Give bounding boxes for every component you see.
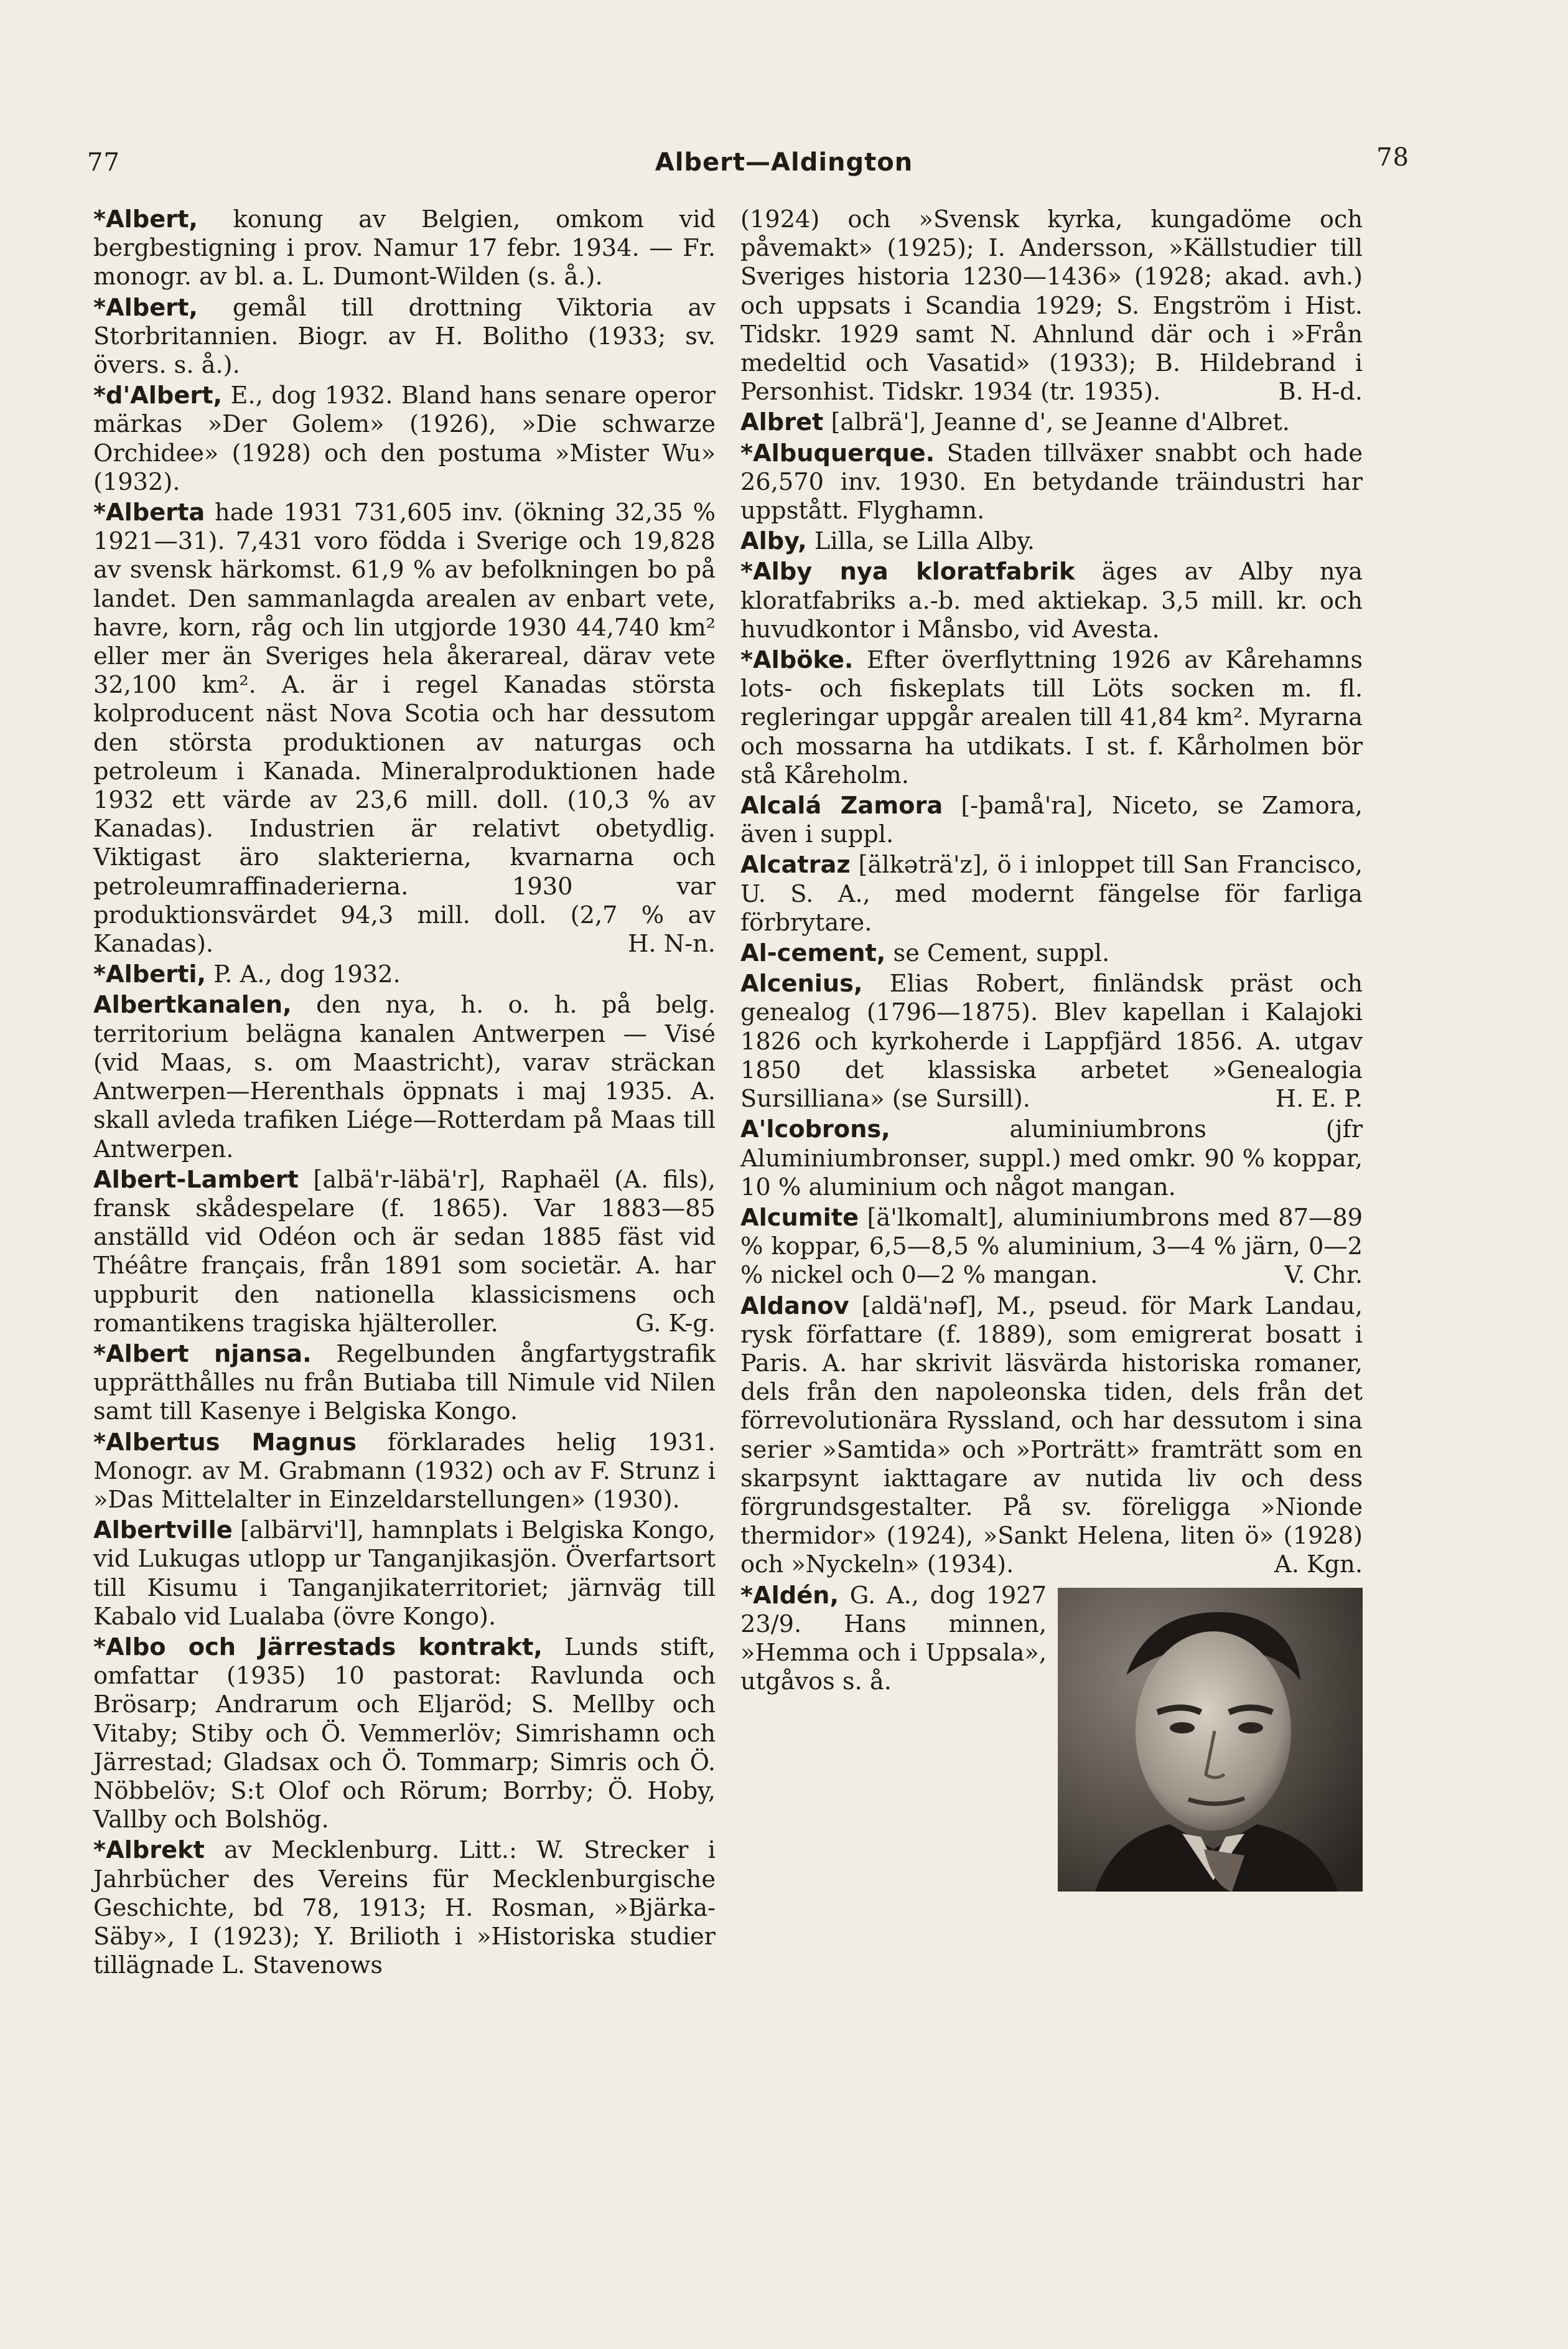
page-number-right: 78 [1376,143,1409,172]
entry [93,1633,716,1834]
headword: Alcumite [740,1203,859,1232]
entry [740,1582,1363,1697]
entry-text: [albärvi'l], hamnplats i Belgiska Kongo, vid Lukugas utlopp ur Tanganjikasjön. Överfartsort till Kisumu i Tanganjikaterritoriet; järnväg till Kabalo vid Lualaba (övre Kongo). [93,1516,716,1631]
entry-text: äges av Alby nya kloratfabriks a.-b. med aktiekap. 3,5 mill. kr. och huvudkontor i Månsbo, vid Avesta. [740,558,1363,644]
headword: *Albert, [93,293,198,322]
headword: Alcalá Zamora [740,792,943,820]
entry-text: Lunds stift, omfattar (1935) 10 pastorat: Ravlunda och Brösarp; Andrarum och Eljaröd; S. Mellby och Vitaby; Stiby och Ö. Vemmerlöv; Simrishamn och Järrestad; Gladsax och Ö. Tommarp; Simris och Ö. Nöbbelöv; S:t Olof och Rörum; Borrby; Ö. Hoby, Vallby och Bolshög. [93,1633,716,1834]
headword: *Alby nya kloratfabrik [740,558,1075,586]
page-number-left: 77 [87,148,120,177]
headword: *Albrekt [93,1836,205,1865]
entry-text: konung av Belgien, omkom vid bergbestigning i prov. Namur 17 febr. 1934. — Fr. monogr. av bl. a. L. Dumont-Wilden (s. å.). [93,205,716,291]
right-column [740,205,1363,1899]
entry-text: (1924) och »Svensk kyrka, kungadöme och påvemakt» (1925); I. Andersson, »Källstudier till Sveriges historia 1230—1436» (1928; akad. avh.) och uppsats i Scandia 1929; S. Engström i Hist. Tidskr. 1929 samt N. Ahnlund där och i »Från medeltid och Vasatid» (1933); B. Hildebrand i Personhist. Tidskr. 1934 (tr. 1935). [740,205,1363,406]
entry-text: Elias Robert, finländsk präst och genealog (1796—1875). Blev kapellan i Kalajoki 1826 och kyrkoherde i Lappfjärd 1856. A. utgav 1850 det klassiska arbetet »Genealogia Sursilliana» (se Sursill). [740,970,1363,1114]
entry [93,1428,716,1515]
headword: *Albuquerque. [740,439,935,467]
entry-text: Lilla, se Lilla Alby. [806,527,1035,556]
entry-text: [-þamå'ra], Niceto, se Zamora, även i suppl. [740,792,1363,849]
headword: *Albo och Järrestads kontrakt, [93,1633,543,1661]
headword: Albertkanalen, [93,991,292,1020]
entry-text: [aldä'nəf], M., pseud. för Mark Landau, rysk författare (f. 1889), som emigrerat bosatt i Paris. A. har skrivit läsvärda historiska romaner, dels från den napoleonska tiden, dels från det förrevolutionära Ryssland, och har dessutom i sina serier »Samtida» och »Porträtt» framträtt som en skarpsynt iakttagare av nutida liv och dess förgrundsgestalter. På sv. föreligga »Nionde thermidor» (1924), »Sankt Helena, liten ö» (1928) och »Nyckeln» (1934). [740,1292,1363,1579]
entry-text: aluminiumbrons (jfr Aluminiumbronser, suppl.) med omkr. 90 % koppar, 10 % aluminium och något mangan. [740,1115,1363,1201]
headword: *Alböke. [740,646,854,675]
headword: *Aldén, [740,1581,839,1610]
portrait-photo-icon [1058,1588,1363,1892]
entry-text: [albrä'], Jeanne d', se Jeanne d'Albret. [823,408,1290,437]
headword: *Alberti, [93,960,207,989]
entry-text: Regelbunden ångfartygstrafik upprätthålles nu från Butiaba till Nimule vid Nilen samt till Kasenye i Belgiska Kongo. [93,1339,716,1426]
headword: Al-cement, [740,939,886,968]
entry [740,1292,1363,1580]
entry [93,1516,716,1631]
entry [740,527,1363,556]
headword: Alcenius, [740,970,863,998]
entry-text: hade 1931 731,605 inv. (ökning 32,35 % 1921—31). 7,431 voro födda i Sverige och 19,828 av svensk härkomst. 61,9 % av befolkningen bo på landet. Den sammanlagda arealen av enbart vete, havre, korn, råg och lin utgjorde 1930 44,740 km² eller mer än Sveriges hela åkerareal, därav vete 32,100 km². A. är i regel Kanadas största kolproducent näst Nova Scotia och har dessutom den största produktionen av naturgas och petroleum i Kanada. Mineralproduktionen hade 1932 ett värde av 23,6 mill. doll. (10,3 % av Kanadas). Industrien är relativt obetydlig. Viktigast äro slakterierna, kvarnarna och petroleumraffinaderierna. 1930 var produktionsvärdet 94,3 mill. doll. (2,7 % av Kanadas). [93,499,716,959]
entry [740,646,1363,790]
headword: Albertville [93,1516,233,1545]
entry-text: [ä'lkomalt], aluminiumbrons med 87—89 % koppar, 6,5—8,5 % aluminium, 3—4 % järn, 0—2 % nickel och 0—2 % mangan. [740,1203,1363,1290]
headword: Aldanov [740,1292,849,1320]
entry [740,939,1363,968]
signature: G. K-g. [635,1309,716,1338]
headword: *Alberta [93,499,205,527]
entry [93,294,716,380]
entry-text: se Cement, suppl. [885,939,1110,968]
entry [93,960,716,989]
entry [740,970,1363,1114]
entry [93,991,716,1163]
entry-text: E., dog 1932. Bland hans senare operor märkas »Der Golem» (1926), »Die schwarze Orchidee» (1928) och den postuma »Mister Wu» (1932). [93,382,716,496]
headword: *Albertus Magnus [93,1428,357,1456]
entry [740,205,1363,406]
signature: H. E. P. [1275,1085,1363,1114]
entry [740,408,1363,437]
entry-text: gemål till drottning Viktoria av Storbritannien. Biogr. av H. Bolitho (1933; sv. övers. s. å.). [93,293,716,380]
signature: B. H-d. [1278,378,1363,406]
entry [93,1340,716,1427]
headword: *Albert njansa. [93,1339,312,1368]
signature: A. Kgn. [1274,1550,1363,1579]
entry [93,382,716,497]
headword: *d'Albert, [93,382,223,410]
entry [740,558,1363,644]
signature: H. N-n. [627,930,716,959]
headword: Alcatraz [740,851,851,879]
headword: Albret [740,408,824,437]
headword: A'lcobrons, [740,1115,890,1144]
entry-text: G. A., dog 1927 23/9. Hans minnen, »Hemma och i Uppsala», utgåvos s. å. [740,1581,1047,1696]
entry [93,205,716,292]
headword: Albert-Lambert [93,1165,299,1194]
entry-text: P. A., dog 1932. [206,960,401,989]
headword: *Albert, [93,205,198,233]
headword: Alby, [740,527,807,556]
entry-text: Staden tillväxer snabbt och hade 26,570 inv. 1930. En betydande träindustri har uppstått. Flyghamn. [740,439,1363,525]
entry-text: den nya, h. o. h. på belg. territorium belägna kanalen Antwerpen — Visé (vid Maas, s. om Maastricht), varav sträckan Antwerpen—Herenthals öppnats i maj 1935. A. skall avleda trafiken Liége—Rotterdam på Maas till Antwerpen. [93,991,716,1163]
entry-text: [albä'r-läbä'r], Raphaël (A. fils), fransk skådespelare (f. 1865). Var 1883—85 anställd vid Odéon och är sedan 1885 fäst vid Théâtre français, från 1891 som societär. A. har uppburit den nationella klassicismens och romantikens tragiska hjälteroller. [93,1165,716,1338]
entry [740,792,1363,849]
running-head: Albert—Aldington [655,148,913,177]
entry [740,1204,1363,1290]
entry-text: Efter överflyttning 1926 av Kårehamns lots- och fiskeplats till Löts socken m. fl. regleringar uppgår arealen till 41,84 km². Myrarna och mossarna ha utdikats. I st. f. Kårholmen bör stå Kåreholm. [740,646,1363,789]
entry-text: av Mecklenburg. Litt.: W. Strecker i Jahrbücher des Vereins für Mecklenburgische Geschichte, bd 78, 1913; H. Rosman, »Bjärka-Säby», I (1923); Y. Brilioth i »Historiska studier tillägnade L. Stavenows [93,1836,716,1980]
left-column [93,205,716,1982]
entry [93,499,716,959]
entry [740,439,1363,526]
entry-text: förklarades helig 1931. Monogr. av M. Grabmann (1932) och av F. Strunz i »Das Mittelalter in Einzeldarstellungen» (1930). [93,1428,716,1514]
entry [93,1836,716,1980]
entry [740,1115,1363,1202]
entry-text: [älkəträ'z], ö i inloppet till San Francisco, U. S. A., med modernt fängelse för farliga förbrytare. [740,851,1363,937]
signature: V. Chr. [1284,1261,1363,1290]
entry [740,851,1363,937]
entry [93,1166,716,1338]
